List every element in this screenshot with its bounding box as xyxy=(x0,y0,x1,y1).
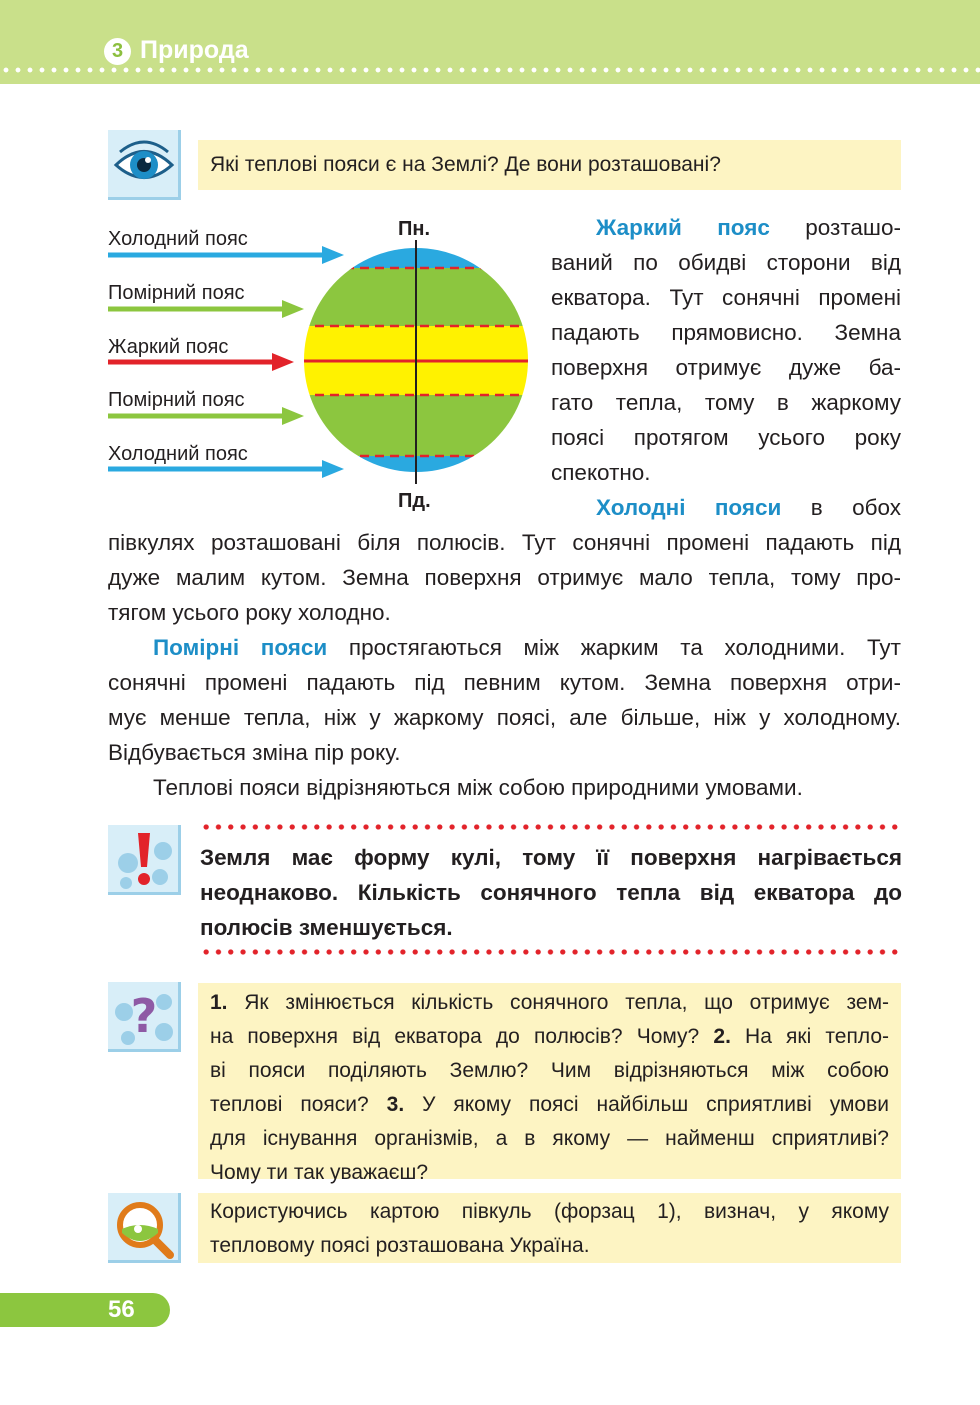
svg-text:?: ? xyxy=(130,989,158,1043)
question-icon xyxy=(108,982,181,1052)
chapter-title: Природа xyxy=(140,36,249,64)
south-pole-label: Пд. xyxy=(398,490,431,512)
summary-sentence: Теплові пояси відрізняються між собою природними умовами. xyxy=(153,775,803,800)
arrow-hot xyxy=(108,353,294,371)
exclamation-icon xyxy=(108,825,181,895)
arrow-cold-north xyxy=(108,246,344,264)
cold-zone-first-line: Холодні пояси в обох xyxy=(596,495,901,520)
conclusion-bottom-dots xyxy=(200,949,902,955)
zone-label-hot: Жаркий пояс xyxy=(108,336,229,358)
zone-label-cold-south: Холодний пояс xyxy=(108,443,248,465)
chapter-number-badge: 3 xyxy=(104,38,131,65)
hot-zone-term: Жаркий пояс xyxy=(596,215,770,240)
conclusion-text: Земля має форму кулі, тому її поверхня нагрівається неоднаково. Кількість сонячного тепла від екватора до полюсів зменшується. xyxy=(200,845,902,940)
review-questions: 1. Як змінюється кількість сонячного тепла, що отримує зем- на поверхня від екватора до полюсів? Чому? 2. На які тепло- ві пояси поділяють Землю? Чим відрізняються між собою теплові пояси? 3. У якому поясі найбільш сприятливі умови для існування організмів, а в якому — найменш сприятливі? Чому ти так уважаєш? xyxy=(198,983,901,1179)
thermal-zones-diagram xyxy=(100,210,550,520)
arrow-temperate-north xyxy=(108,300,304,318)
hot-zone-paragraph: Жаркий пояс розташо- ваний по обидві сторони від екватора. Тут сонячні промені падають прямовисно. Земна поверхня отримує дуже ба- гато тепла, тому в жаркому поясі протягом усього року спекотно. xyxy=(551,215,901,485)
page-number: 56 xyxy=(108,1296,135,1323)
research-task: Користуючись картою півкуль (форзац 1), визнач, у якому тепловому поясі розташована Україна. xyxy=(198,1193,901,1263)
temperate-zone-paragraph: Помірні пояси простягаються між жарким та холодними. Тут сонячні промені падають під певним кутом. Земна поверхня отри- мує менше тепла, ніж у жаркому поясі, але більше, ніж у холодному. Відбувається зміна пір року. xyxy=(108,635,901,765)
temperate-zone-term: Помірні пояси xyxy=(153,635,328,660)
observe-question: Які теплові пояси є на Землі? Де вони розташовані? xyxy=(198,140,901,190)
header-dotted-divider xyxy=(0,66,980,74)
globe-illustration xyxy=(100,210,550,520)
magnifier-icon xyxy=(108,1193,181,1263)
conclusion-top-dots xyxy=(200,824,902,830)
cold-zone-paragraph: півкулях розташовані біля полюсів. Тут сонячні промені падають під дуже малим кутом. Земна поверхня отримує мало тепла, тому про- тягом усього року холодно. xyxy=(108,530,901,625)
page-number-tab xyxy=(0,1293,170,1327)
zone-label-cold-north: Холодний пояс xyxy=(108,228,248,250)
arrow-temperate-south xyxy=(108,407,304,425)
eye-icon xyxy=(108,130,181,200)
arrow-cold-south xyxy=(108,460,344,478)
cold-zone-term: Холодні пояси xyxy=(596,495,782,520)
zone-label-temperate-north: Помірний пояс xyxy=(108,282,245,304)
north-pole-label: Пн. xyxy=(398,218,431,240)
zone-label-temperate-south: Помірний пояс xyxy=(108,389,245,411)
